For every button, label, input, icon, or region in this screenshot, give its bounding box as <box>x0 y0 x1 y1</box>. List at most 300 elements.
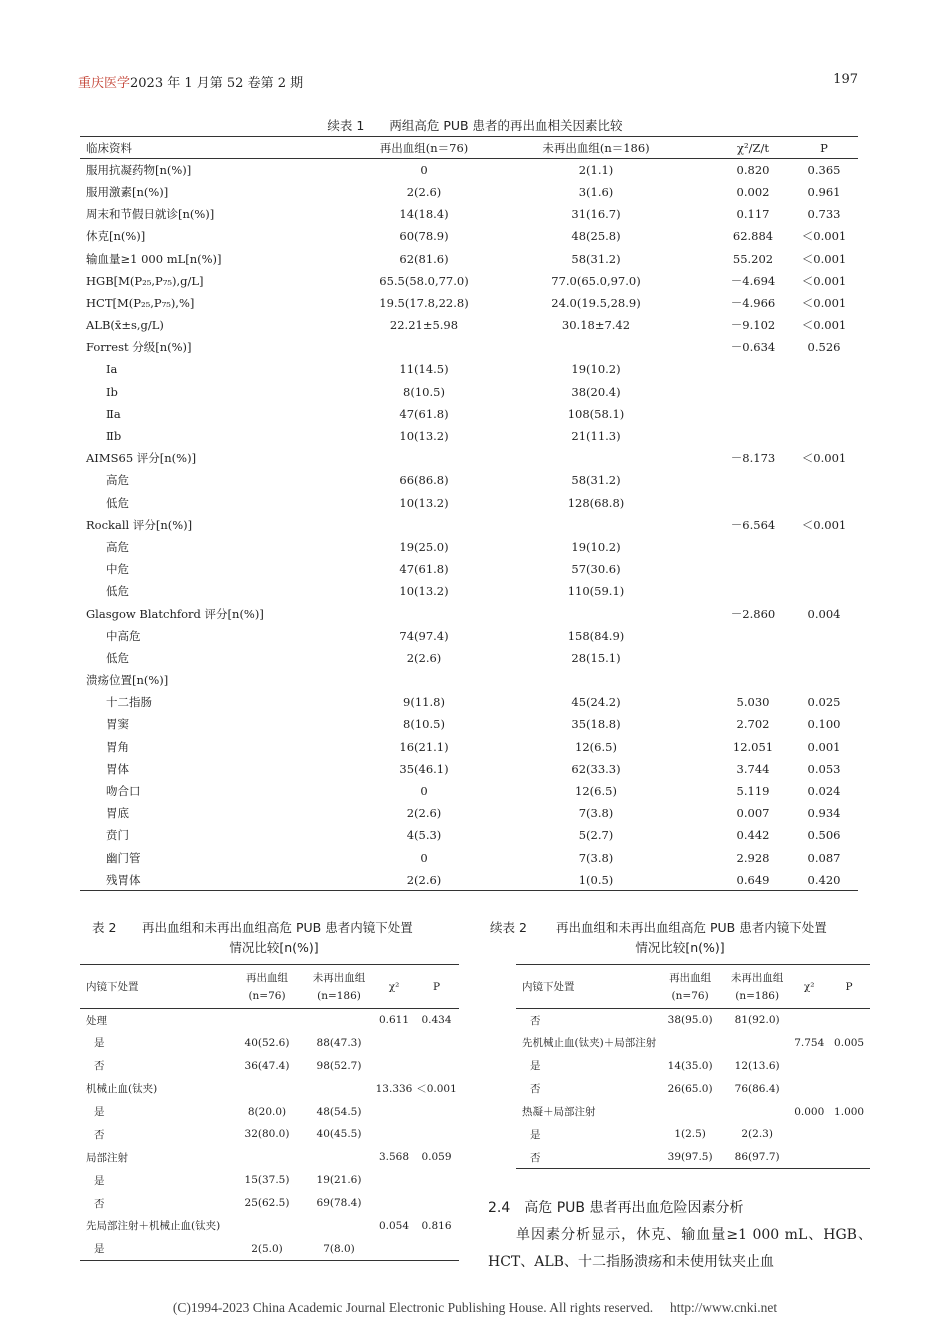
table1-cell: 19(25.0) <box>399 539 449 554</box>
table2-cell: 机械止血(钛夹) <box>86 1083 158 1096</box>
table1-cell: ALB(x̄±s,g/L) <box>86 318 164 333</box>
table1-row <box>80 403 858 425</box>
table1-cell: 7(3.8) <box>578 850 614 865</box>
table1-cell: Forrest 分级[n(%)] <box>86 340 192 355</box>
table1-cell: ＜0.001 <box>801 273 847 288</box>
table1-cell: 0.442 <box>736 828 770 843</box>
table1-cell: 62(33.3) <box>571 761 621 776</box>
table1-row <box>80 358 858 380</box>
table1-cell: 0.001 <box>807 739 841 754</box>
table1-cell: 周末和节假日就诊[n(%)] <box>86 207 215 222</box>
table2c-cell: 2(2.3) <box>741 1128 773 1141</box>
table2-cell <box>374 1192 414 1215</box>
table1-cell: 2(2.6) <box>372 869 476 891</box>
table1-cell: 30.18±7.42 <box>561 318 631 333</box>
table1-row <box>80 780 858 802</box>
table2c-cell <box>790 1054 828 1077</box>
table2c-cell: 1.000 <box>834 1105 865 1118</box>
table1-cell: 31(16.7) <box>571 207 621 222</box>
table2-cell <box>304 1077 374 1100</box>
table1-cell: 22.21±5.98 <box>389 318 459 333</box>
table1-cell: 10(13.2) <box>399 584 449 599</box>
journal-name: 重庆医学 <box>78 76 131 91</box>
table1-cell: 74(97.4) <box>399 628 449 643</box>
table2-cell <box>414 1123 459 1146</box>
table1-cell: AIMS65 评分[n(%)] <box>86 451 197 466</box>
table1-cell: 45(24.2) <box>571 695 621 710</box>
table1-cell: 中危 <box>106 562 129 577</box>
table1-cell: 幽门管 <box>106 850 141 865</box>
table2-cell: 局部注射 <box>86 1151 128 1164</box>
table1-row <box>80 669 858 691</box>
table1-cell: 吻合口 <box>106 784 141 799</box>
table1-cell: 0.053 <box>807 761 841 776</box>
table1-cell: 服用抗凝药物[n(%)] <box>86 163 192 178</box>
table2-cell: 15(37.5) <box>244 1174 290 1187</box>
table2c-cell <box>828 1077 870 1100</box>
table2c-cell <box>828 1054 870 1077</box>
table1-row <box>80 181 858 203</box>
table2-cell: 否 <box>94 1128 105 1141</box>
page-number: 197 <box>833 72 858 87</box>
table2-cell: 否 <box>94 1197 105 1210</box>
table1-cell <box>716 558 790 580</box>
table1-cell: 0 <box>420 850 428 865</box>
table2c-cell <box>790 1077 828 1100</box>
table2-row <box>80 1100 459 1123</box>
table2-row <box>80 1169 459 1192</box>
table1-cell: 38(20.4) <box>571 384 621 399</box>
table1-cell: 3(1.6) <box>578 184 614 199</box>
table2-cell <box>304 1215 374 1238</box>
table2c-cell: 否 <box>530 1014 541 1027</box>
table2-cell <box>374 1031 414 1054</box>
table1-cell: Ⅰa <box>106 362 118 377</box>
table2-header-cell: 未再出血组 (n=186) <box>304 965 374 1009</box>
table1-cell: ＜0.001 <box>801 517 847 532</box>
table1-cell <box>476 336 716 358</box>
table1-cell: 12(6.5) <box>575 739 617 754</box>
table1-cell: 0.506 <box>807 828 841 843</box>
table1-cell: 0.420 <box>790 869 858 891</box>
table1-cell: 胃窦 <box>106 717 129 732</box>
table1-cell: 9(11.8) <box>403 695 445 710</box>
table2-cell: 40(45.5) <box>316 1128 362 1141</box>
table2-row <box>80 1192 459 1215</box>
table2-cont-header-cell: 未再出血组 (n=186) <box>724 965 790 1009</box>
table1-cell: 胃角 <box>106 739 129 754</box>
table1-cell: ＜0.001 <box>801 229 847 244</box>
running-header <box>78 72 303 91</box>
table1 <box>80 136 858 891</box>
table2c-cell <box>790 1146 828 1169</box>
table1-cell: 158(84.9) <box>567 628 625 643</box>
table1-cell <box>790 425 858 447</box>
table1-cell <box>790 469 858 491</box>
table2c-cell: 1(2.5) <box>674 1128 706 1141</box>
table1-cell: －4.694 <box>730 273 776 288</box>
table2-row <box>80 1146 459 1169</box>
table2-cell: 0.434 <box>421 1014 452 1027</box>
table2c-row <box>516 1054 870 1077</box>
table1-cell: Ⅰb <box>106 384 118 399</box>
table1-cell: 残胃体 <box>80 869 372 891</box>
table2-cell <box>230 1215 304 1238</box>
table2c-row <box>516 1077 870 1100</box>
table1-cell: 28(15.1) <box>571 650 621 665</box>
table2c-cell: 14(35.0) <box>667 1059 713 1072</box>
table2-header-cell: P <box>414 965 459 1009</box>
table1-row <box>80 492 858 514</box>
table1-cell <box>476 514 716 536</box>
table1-cell: 0.100 <box>807 717 841 732</box>
table1-row <box>80 336 858 358</box>
table1-cell <box>716 647 790 669</box>
table1-cell: 58(31.2) <box>571 251 621 266</box>
table1-cell: Ⅱb <box>106 429 122 444</box>
table2c-cell: 86(97.7) <box>724 1146 790 1169</box>
table1-header-cell: 未再出血组(n＝186) <box>476 137 716 159</box>
table1-cell: ＜0.001 <box>801 251 847 266</box>
table1-cell <box>790 647 858 669</box>
table1-row <box>80 847 858 869</box>
table2-row <box>80 1237 459 1260</box>
table1-cell <box>716 425 790 447</box>
table2c-cell <box>790 1009 828 1032</box>
table1-cell: 58(31.2) <box>571 473 621 488</box>
table1-cell: 溃疡位置[n(%)] <box>86 673 169 688</box>
table2-cell: 是 <box>94 1174 105 1187</box>
table2-cont-header-cell: 再出血组 (n=76) <box>656 965 724 1009</box>
table1-cell: 0.934 <box>807 806 841 821</box>
table1-cell: 4(5.3) <box>406 828 442 843</box>
table2-cell: 是 <box>94 1037 105 1050</box>
table1-cell: 5.030 <box>736 695 770 710</box>
table1-cell <box>372 602 476 624</box>
table2-cell: 48(54.5) <box>316 1105 362 1118</box>
table1-cell: ＜0.001 <box>801 318 847 333</box>
table1-cell: HCT[M(P₂₅,P₇₅),%] <box>86 295 195 310</box>
table2-cell: 3.568 <box>378 1151 410 1164</box>
table1-cell: 0.087 <box>807 850 841 865</box>
table1-cell: －8.173 <box>730 451 776 466</box>
table1-cell <box>716 625 790 647</box>
table1-cell: 108(58.1) <box>567 406 625 421</box>
table2-cell <box>414 1054 459 1077</box>
table1-header-cell: 临床资料 <box>80 137 372 159</box>
table1-cell: 35(18.8) <box>571 717 621 732</box>
table1-cell: －9.102 <box>730 318 776 333</box>
table1-row <box>80 425 858 447</box>
table1-cell: 110(59.1) <box>567 584 625 599</box>
table1-cell <box>372 336 476 358</box>
table2-label: 表 2 <box>92 920 117 935</box>
table1-cell: 2(1.1) <box>578 163 614 178</box>
table2c-row <box>516 1009 870 1032</box>
table1-cell: 10(13.2) <box>399 495 449 510</box>
table2c-cell: 7.754 <box>794 1036 825 1049</box>
table1-header-cell: P <box>790 137 858 159</box>
table2-cell: 0.054 <box>378 1219 410 1232</box>
table1-cell: 19(10.2) <box>571 362 621 377</box>
table1-cell <box>790 536 858 558</box>
table1-row <box>80 558 858 580</box>
table1-cell: 8(10.5) <box>403 717 445 732</box>
table1-cell <box>476 602 716 624</box>
table2c-cell <box>656 1100 724 1123</box>
table2c-cell: 是 <box>530 1128 541 1141</box>
table1-cell: 高危 <box>106 539 129 554</box>
table1-cell <box>790 381 858 403</box>
table1-cell: 0.024 <box>807 784 841 799</box>
table2c-cell: 76(86.4) <box>734 1082 780 1095</box>
table1-cell <box>790 492 858 514</box>
table1-cell: 输血量≥1 000 mL[n(%)] <box>86 251 222 266</box>
table2-cont-caption <box>490 918 870 958</box>
table2-cell <box>414 1031 459 1054</box>
table1-cell: －2.860 <box>730 606 776 621</box>
table1-cell: 0.002 <box>736 184 770 199</box>
table1-row <box>80 536 858 558</box>
table1-cell: 24.0(19.5,28.9) <box>551 295 641 310</box>
table1-row <box>80 469 858 491</box>
table2-cell: 是 <box>80 1237 230 1260</box>
table1-cell: 5(2.7) <box>578 828 614 843</box>
table2-cont-title-line2: 情况比较[n(%)] <box>635 940 725 955</box>
table2-cell <box>374 1169 414 1192</box>
copyright-footer: (C)1994-2023 China Academic Journal Electronic Publishing House. All rights reserved. http://www.cnki.net <box>172 1300 778 1315</box>
table2-cell: 0.059 <box>421 1151 452 1164</box>
table2c-cell <box>790 1123 828 1146</box>
section-heading: 2.4 高危 PUB 患者再出血危险因素分析 <box>488 1200 744 1216</box>
table1-cell: 2(2.6) <box>406 650 442 665</box>
table1-cell: 48(25.8) <box>571 229 621 244</box>
table2-cell <box>230 1009 304 1032</box>
table2-title-line1: 再出血组和未再出血组高危 PUB 患者内镜下处置 <box>142 920 413 935</box>
table1-cell: －0.634 <box>730 340 776 355</box>
table1-cell: 0.004 <box>807 606 841 621</box>
table2c-row <box>516 1123 870 1146</box>
table1-cell <box>716 492 790 514</box>
table2-row <box>80 1077 459 1100</box>
table1-cell: 11(14.5) <box>399 362 449 377</box>
table1-cell: 19(10.2) <box>571 539 621 554</box>
table2-cell: ＜0.001 <box>416 1083 457 1096</box>
table2-cell <box>414 1192 459 1215</box>
table1-row <box>80 447 858 469</box>
table1-cell: 2(2.6) <box>406 184 442 199</box>
table1-cell <box>716 469 790 491</box>
table1-caption: 续表 1 两组高危 PUB 患者的再出血相关因素比较 <box>327 118 623 133</box>
table1-cell <box>716 669 790 691</box>
table2-cell <box>304 1146 374 1169</box>
table1-row <box>80 736 858 758</box>
table2-cell <box>230 1077 304 1100</box>
table1-cell: 57(30.6) <box>571 562 621 577</box>
table2-header-cell: 内镜下处置 <box>80 965 230 1009</box>
table1-row <box>80 691 858 713</box>
table2-cell: 69(78.4) <box>316 1197 362 1210</box>
table1-cell: 0.733 <box>807 207 841 222</box>
table1-cell: 60(78.9) <box>399 229 449 244</box>
table1-cell: 47(61.8) <box>399 562 449 577</box>
table1-row <box>80 713 858 735</box>
table1-cell: 62.884 <box>732 229 774 244</box>
table2-cell: 88(47.3) <box>316 1036 362 1049</box>
table2-cell: 19(21.6) <box>316 1174 362 1187</box>
table1-cell: 十二指肠 <box>106 695 152 710</box>
table2c-row <box>516 1146 870 1169</box>
table1-row <box>80 869 858 891</box>
table2c-cell <box>724 1031 790 1054</box>
table2-cell: 处理 <box>86 1014 107 1027</box>
table1-cell: 0.526 <box>807 340 841 355</box>
table1-cell: Ⅱa <box>106 406 121 421</box>
table1-cell: 0.649 <box>716 869 790 891</box>
table1-cell <box>790 358 858 380</box>
table1-row <box>80 247 858 269</box>
table1-row <box>80 802 858 824</box>
table2-cell: 0.816 <box>421 1219 452 1232</box>
table2-cell <box>414 1100 459 1123</box>
table1-cell: 服用激素[n(%)] <box>86 184 169 199</box>
table1-cell: 7(3.8) <box>578 806 614 821</box>
table1-row <box>80 602 858 624</box>
table1-row <box>80 625 858 647</box>
table2-cell: 32(80.0) <box>244 1128 290 1141</box>
table2c-row <box>516 1031 870 1054</box>
table1-cell: 35(46.1) <box>399 761 449 776</box>
table2c-cell <box>828 1146 870 1169</box>
table2c-cell <box>656 1031 724 1054</box>
table1-cell: 0.961 <box>807 184 841 199</box>
table1-cell: 3.744 <box>736 761 770 776</box>
table1-cell: Glasgow Blatchford 评分[n(%)] <box>86 606 264 621</box>
table1-row <box>80 580 858 602</box>
table2c-cell: 0.005 <box>834 1036 865 1049</box>
table1-row <box>80 159 858 181</box>
table1-cell <box>790 558 858 580</box>
table1-cell: 66(86.8) <box>399 473 449 488</box>
table2c-cell <box>828 1009 870 1032</box>
table1-cell <box>476 669 716 691</box>
table2-cell: 7(8.0) <box>304 1237 374 1260</box>
table2c-cell: 否 <box>516 1146 656 1169</box>
table2-cell <box>374 1100 414 1123</box>
table1-cell: 低危 <box>106 650 129 665</box>
table1-cell: 中高危 <box>106 628 141 643</box>
table1-cell <box>716 403 790 425</box>
table2-row <box>80 1215 459 1238</box>
table2-cell <box>414 1169 459 1192</box>
table1-cell: －4.966 <box>730 295 776 310</box>
table1-cell: 2.702 <box>736 717 770 732</box>
table2c-cell: 否 <box>530 1083 541 1096</box>
table1-cell: Rockall 评分[n(%)] <box>86 517 193 532</box>
table1-cell: HGB[M(P₂₅,P₇₅),g/L] <box>86 273 204 288</box>
table2-cell: 13.336 <box>375 1082 413 1095</box>
table1-cell: 8(10.5) <box>403 384 445 399</box>
table1-cell: 休克[n(%)] <box>86 229 146 244</box>
table2-cell <box>374 1237 414 1260</box>
table2-cell: 0.611 <box>378 1014 410 1027</box>
table1-cell: 低危 <box>106 584 129 599</box>
table1-cell: ＜0.001 <box>801 451 847 466</box>
table2-cont-header-cell: χ² <box>790 965 828 1009</box>
table1-cell: 14(18.4) <box>399 207 449 222</box>
table1-cell: 0.025 <box>807 695 841 710</box>
table1-cell: 胃体 <box>106 761 129 776</box>
table2 <box>80 964 459 1261</box>
table1-cell: 10(13.2) <box>399 429 449 444</box>
table1-cell: 128(68.8) <box>567 495 625 510</box>
table1-row <box>80 270 858 292</box>
table2c-cell: 热凝＋局部注射 <box>522 1106 596 1118</box>
table1-cell <box>372 669 476 691</box>
table1-cell: 65.5(58.0,77.0) <box>379 273 469 288</box>
table2-cont-title-line1: 再出血组和未再出血组高危 PUB 患者内镜下处置 <box>556 920 827 935</box>
table1-cell: 55.202 <box>732 251 774 266</box>
table2c-cell: 38(95.0) <box>667 1014 713 1027</box>
table2-continued <box>516 964 870 1169</box>
table1-cell <box>716 536 790 558</box>
table1-cell: 低危 <box>106 495 129 510</box>
table1-cell: －6.564 <box>730 517 776 532</box>
table1-row <box>80 381 858 403</box>
table2-row <box>80 1009 459 1032</box>
table1-header-cell: 再出血组(n＝76) <box>372 137 476 159</box>
table1-cell: 2(2.6) <box>406 806 442 821</box>
table2-cell <box>304 1009 374 1032</box>
table1-cell: 贲门 <box>106 828 129 843</box>
table2c-row <box>516 1100 870 1123</box>
table1-cell <box>716 580 790 602</box>
table2-caption <box>92 918 456 958</box>
table1-cell: 0.365 <box>807 163 841 178</box>
table2c-cell: 0.000 <box>794 1105 825 1118</box>
table1-cell <box>716 358 790 380</box>
table1-cell: 16(21.1) <box>399 739 449 754</box>
table1-cell: ＜0.001 <box>801 295 847 310</box>
table1-row <box>80 758 858 780</box>
table1-cell: 0.007 <box>736 806 770 821</box>
table1-cell: 高危 <box>106 473 129 488</box>
table2-cell <box>414 1237 459 1260</box>
table1-cell: 21(11.3) <box>571 429 621 444</box>
table2c-cell <box>724 1100 790 1123</box>
table1-header-cell: χ²/Z/t <box>716 137 790 159</box>
table2c-cell <box>828 1123 870 1146</box>
table2-cell <box>230 1146 304 1169</box>
table1-row <box>80 824 858 846</box>
table2-header-cell: 再出血组 (n=76) <box>230 965 304 1009</box>
table2-cell <box>374 1123 414 1146</box>
table1-cell <box>372 514 476 536</box>
table2c-cell: 39(97.5) <box>656 1146 724 1169</box>
table2-cell: 是 <box>94 1106 105 1118</box>
table1-cell <box>790 403 858 425</box>
table2-row <box>80 1031 459 1054</box>
table2-cell: 先局部注射＋机械止血(钛夹) <box>86 1220 221 1233</box>
body-paragraph: 单因素分析显示，休克、输血量≥1 000 mL、HGB、HCT、ALB、十二指肠溃疡和未使用钛夹止血 <box>488 1227 872 1270</box>
table2-cell: 98(52.7) <box>316 1059 362 1072</box>
table1-cell: 19.5(17.8,22.8) <box>379 295 469 310</box>
table2c-cell: 26(65.0) <box>667 1082 713 1095</box>
table1-row <box>80 292 858 314</box>
table1-cell: 0.820 <box>736 163 770 178</box>
table1-cell <box>716 381 790 403</box>
table1-cell: 1(0.5) <box>476 869 716 891</box>
